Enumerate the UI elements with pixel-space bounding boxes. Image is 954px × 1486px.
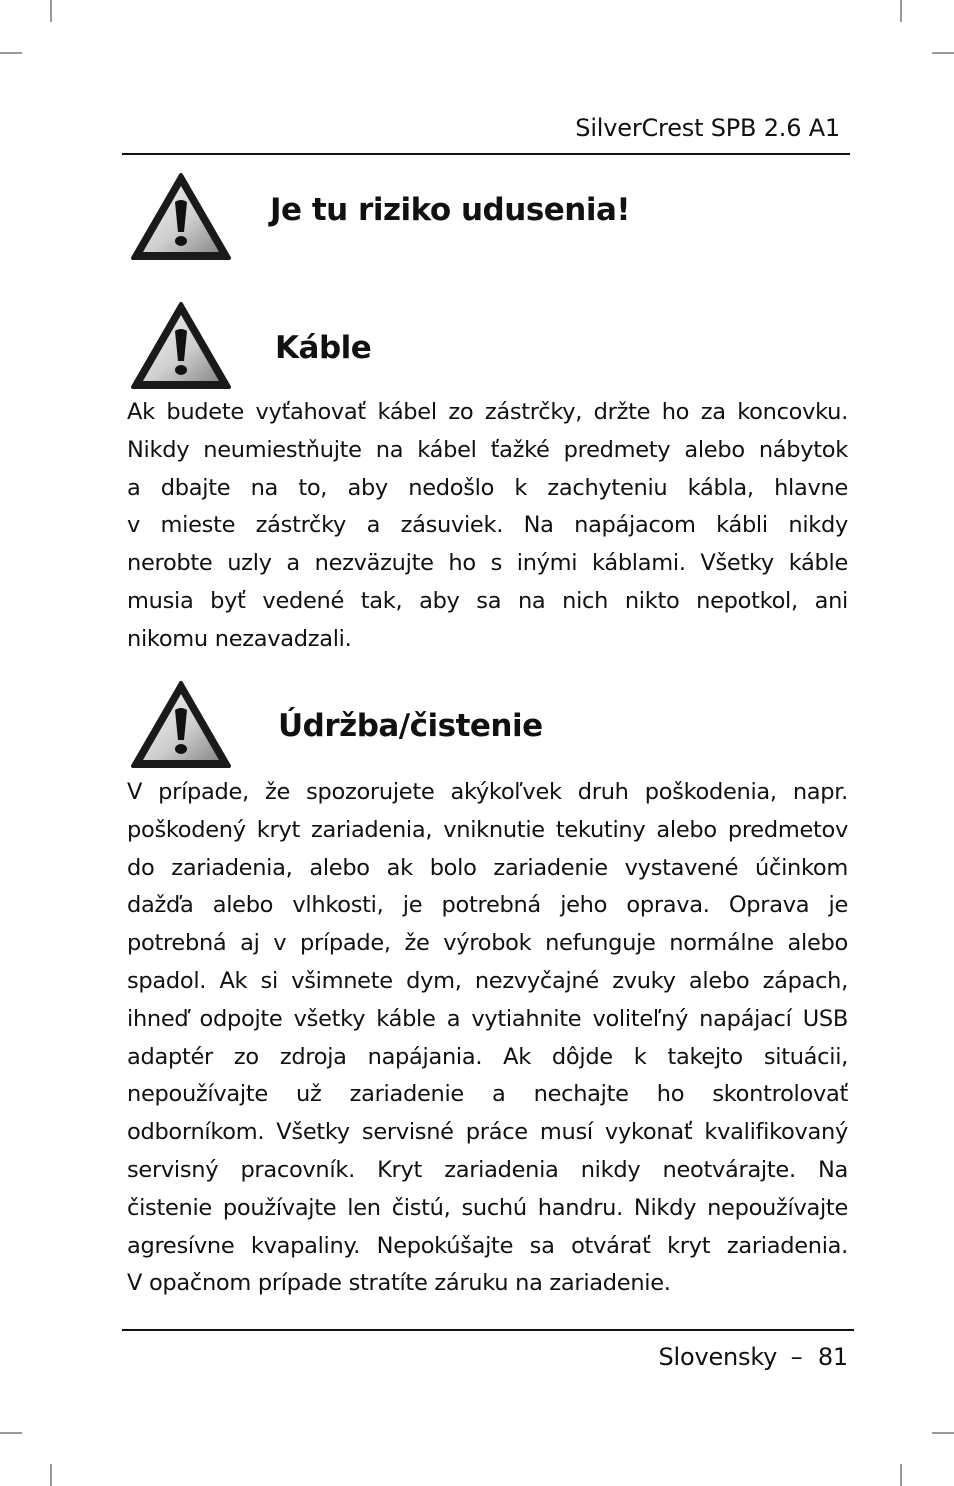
crop-mark (900, 0, 902, 22)
crop-mark (932, 1432, 954, 1434)
text-line: a dbajte na to, aby nedošlo k zachyteniu kábla, hlavne (127, 474, 848, 501)
text-line: V prípade, že spozorujete akýkoľvek druh poškodenia, napr. (127, 779, 848, 805)
warning-triangle-icon (130, 172, 232, 262)
page-footer (658, 1341, 848, 1373)
text-line: do zariadenia, alebo ak bolo zariadenie vystavené účinkom (127, 854, 848, 881)
header-rule (122, 153, 850, 155)
text-line: dažďa alebo vlhkosti, je potrebná jeho oprava. Oprava je (127, 892, 848, 919)
text-line: nepoužívajte už zariadenie a nechajte ho skontrolovať (127, 1081, 848, 1108)
text-line: Ak budete vyťahovať kábel zo zástrčky, držte ho za koncovku. (127, 399, 848, 425)
section-heading-suffocation: Je tu riziko udusenia! (270, 192, 631, 228)
footer-separator: – (790, 1343, 803, 1371)
text-line: čistenie používajte len čistú, suchú handru. Nikdy nepoužívajte (127, 1194, 848, 1221)
footer-rule (122, 1329, 854, 1331)
crop-mark (932, 52, 954, 54)
page-number: 81 (817, 1343, 848, 1371)
text-line: adaptér zo zdroja napájania. Ak dôjde k takejto situácii, (127, 1043, 848, 1070)
cables-paragraph (127, 394, 848, 659)
text-line: v mieste zástrčky a zásuviek. Na napájacom kábli nikdy (127, 512, 848, 539)
text-line: spadol. Ak si všimnete dym, nezvyčajné zvuky alebo zápach, (127, 967, 848, 994)
crop-mark (50, 1464, 52, 1486)
crop-mark (900, 1464, 902, 1486)
text-line: potrebná aj v prípade, že výrobok nefunguje normálne alebo (127, 930, 848, 957)
page-header-product: SilverCrest SPB 2.6 A1 (575, 114, 840, 142)
text-line: ihneď odpojte všetky káble a vytiahnite voliteľný napájací USB (127, 1005, 848, 1032)
text-line: servisný pracovník. Kryt zariadenia nikdy neotvárajte. Na (127, 1156, 848, 1183)
warning-triangle-icon (130, 301, 232, 391)
crop-mark (50, 0, 52, 22)
crop-mark (0, 1432, 22, 1434)
text-line: Nikdy neumiestňujte na kábel ťažké predmety alebo nábytok (127, 436, 848, 463)
maintenance-paragraph (127, 774, 848, 1303)
text-line: musia byť vedené tak, aby sa na nich nikto nepotkol, ani (127, 587, 848, 614)
text-line: V opačnom prípade stratíte záruku na zariadenie. (127, 1270, 671, 1297)
text-line: odborníkom. Všetky servisné práce musí vykonať kvalifikovaný (127, 1119, 848, 1146)
text-line: nikomu nezavadzali. (127, 625, 352, 652)
text-line: nerobte uzly a nezväzujte ho s inými káblami. Všetky káble (127, 550, 848, 577)
footer-language: Slovensky (658, 1343, 778, 1371)
text-line: agresívne kvapaliny. Nepokúšajte sa otvárať kryt zariadenia. (127, 1232, 848, 1259)
section-heading-maintenance: Údržba/čistenie (278, 708, 543, 744)
section-heading-cables: Káble (275, 330, 372, 366)
text-line: poškodený kryt zariadenia, vniknutie tekutiny alebo predmetov (127, 816, 848, 843)
warning-triangle-icon (130, 680, 232, 770)
crop-mark (0, 52, 22, 54)
